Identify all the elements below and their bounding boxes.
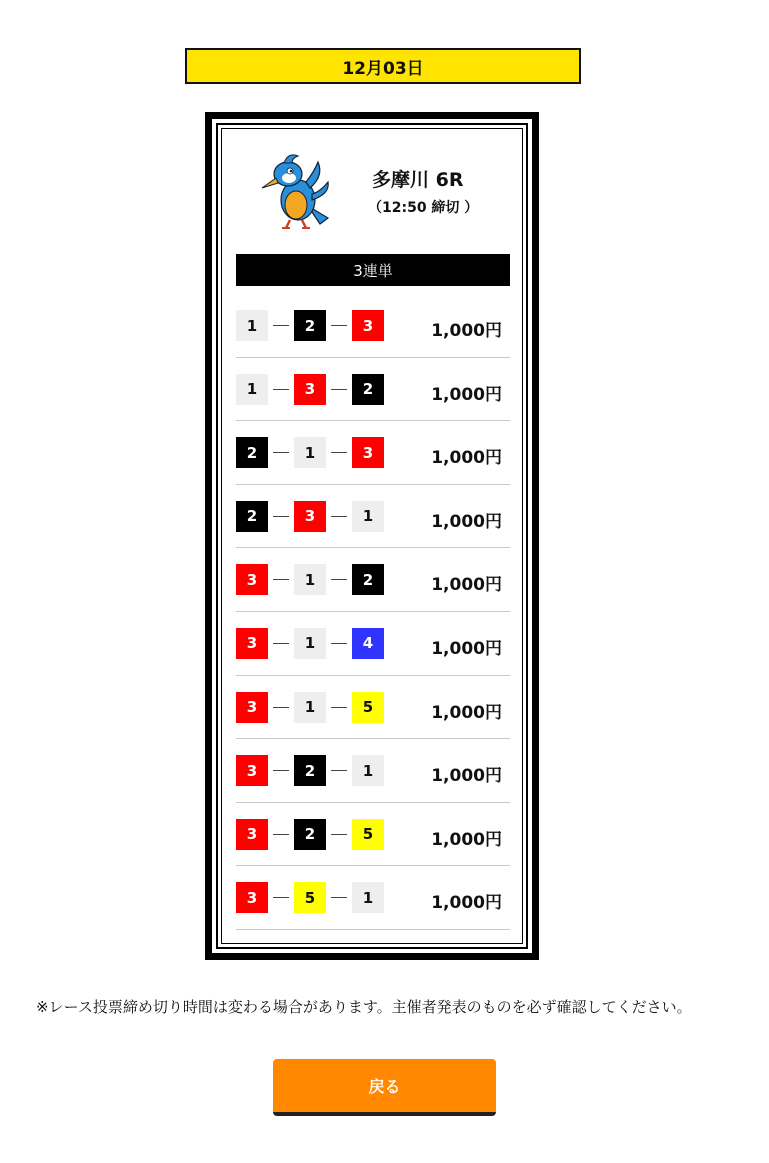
boat-number-3: 3 bbox=[236, 564, 268, 595]
bet-combination bbox=[236, 882, 384, 913]
boat-number-5: 5 bbox=[294, 882, 326, 913]
boat-number-3: 3 bbox=[352, 437, 384, 468]
combo-separator bbox=[268, 516, 294, 517]
date-header: 12月03日 bbox=[185, 48, 581, 84]
boat-number-1: 1 bbox=[352, 882, 384, 913]
combo-separator bbox=[268, 579, 294, 580]
back-button[interactable]: 戻る bbox=[273, 1059, 496, 1116]
boat-number-3: 3 bbox=[236, 755, 268, 786]
combo-separator bbox=[326, 707, 352, 708]
boat-number-2: 2 bbox=[352, 564, 384, 595]
boat-number-3: 3 bbox=[236, 628, 268, 659]
boat-number-3: 3 bbox=[236, 882, 268, 913]
bet-list bbox=[236, 294, 510, 930]
combo-separator bbox=[268, 897, 294, 898]
boat-number-1: 1 bbox=[236, 374, 268, 405]
bet-amount: 1,000円 bbox=[431, 766, 502, 787]
combo-separator bbox=[326, 389, 352, 390]
combo-separator bbox=[268, 389, 294, 390]
boat-number-1: 1 bbox=[294, 437, 326, 468]
boat-number-3: 3 bbox=[294, 501, 326, 532]
boat-number-1: 1 bbox=[294, 564, 326, 595]
bet-row bbox=[236, 421, 510, 485]
bet-amount: 1,000円 bbox=[431, 384, 502, 405]
bet-amount: 1,000円 bbox=[431, 575, 502, 596]
boat-number-5: 5 bbox=[352, 692, 384, 723]
bet-amount: 1,000円 bbox=[431, 511, 502, 532]
boat-number-1: 1 bbox=[352, 755, 384, 786]
combo-separator bbox=[326, 516, 352, 517]
boat-number-2: 2 bbox=[352, 374, 384, 405]
bet-combination bbox=[236, 501, 384, 532]
combo-separator bbox=[326, 643, 352, 644]
bet-row bbox=[236, 866, 510, 930]
bet-amount: 1,000円 bbox=[431, 321, 502, 341]
combo-separator bbox=[268, 452, 294, 453]
combo-separator bbox=[268, 770, 294, 771]
boat-number-2: 2 bbox=[294, 755, 326, 786]
boat-number-2: 2 bbox=[294, 819, 326, 850]
boat-number-1: 1 bbox=[294, 692, 326, 723]
bet-row bbox=[236, 612, 510, 676]
boat-number-2: 2 bbox=[236, 437, 268, 468]
bet-combination bbox=[236, 628, 384, 659]
race-name: 多摩川 6R bbox=[372, 169, 464, 191]
race-close-time: （12:50 締切 ） bbox=[368, 200, 479, 216]
combo-separator bbox=[268, 643, 294, 644]
combo-separator bbox=[268, 325, 294, 326]
combo-separator bbox=[326, 325, 352, 326]
bet-combination bbox=[236, 564, 384, 595]
bet-combination bbox=[236, 437, 384, 468]
kingfisher-mascot-icon bbox=[258, 148, 334, 230]
boat-number-2: 2 bbox=[294, 310, 326, 341]
bet-row bbox=[236, 803, 510, 867]
bet-row bbox=[236, 485, 510, 549]
bet-row bbox=[236, 358, 510, 422]
combo-separator bbox=[268, 834, 294, 835]
bet-amount: 1,000円 bbox=[431, 893, 502, 914]
bet-amount: 1,000円 bbox=[431, 638, 502, 659]
boat-number-3: 3 bbox=[294, 374, 326, 405]
combo-separator bbox=[326, 452, 352, 453]
bet-combination bbox=[236, 755, 384, 786]
combo-separator bbox=[326, 579, 352, 580]
bet-row bbox=[236, 676, 510, 740]
bet-amount: 1,000円 bbox=[431, 702, 502, 723]
bet-type-header: 3連単 bbox=[236, 254, 510, 286]
boat-number-1: 1 bbox=[236, 310, 268, 341]
boat-number-3: 3 bbox=[236, 819, 268, 850]
combo-separator bbox=[326, 834, 352, 835]
combo-separator bbox=[268, 707, 294, 708]
bet-row bbox=[236, 548, 510, 612]
bet-combination bbox=[236, 819, 384, 850]
bet-row bbox=[236, 294, 510, 358]
boat-number-1: 1 bbox=[352, 501, 384, 532]
bet-amount: 1,000円 bbox=[431, 448, 502, 469]
boat-number-5: 5 bbox=[352, 819, 384, 850]
boat-number-2: 2 bbox=[236, 501, 268, 532]
boat-number-3: 3 bbox=[352, 310, 384, 341]
bet-combination bbox=[236, 692, 384, 723]
boat-number-1: 1 bbox=[294, 628, 326, 659]
bet-combination bbox=[236, 374, 384, 405]
bet-row bbox=[236, 739, 510, 803]
boat-number-4: 4 bbox=[352, 628, 384, 659]
combo-separator bbox=[326, 897, 352, 898]
deadline-notice: ※レース投票締め切り時間は変わる場合があります。主催者発表のものを必ず確認してください。 bbox=[36, 998, 692, 1016]
boat-number-3: 3 bbox=[236, 692, 268, 723]
bet-combination bbox=[236, 310, 384, 341]
bet-amount: 1,000円 bbox=[431, 829, 502, 850]
combo-separator bbox=[326, 770, 352, 771]
